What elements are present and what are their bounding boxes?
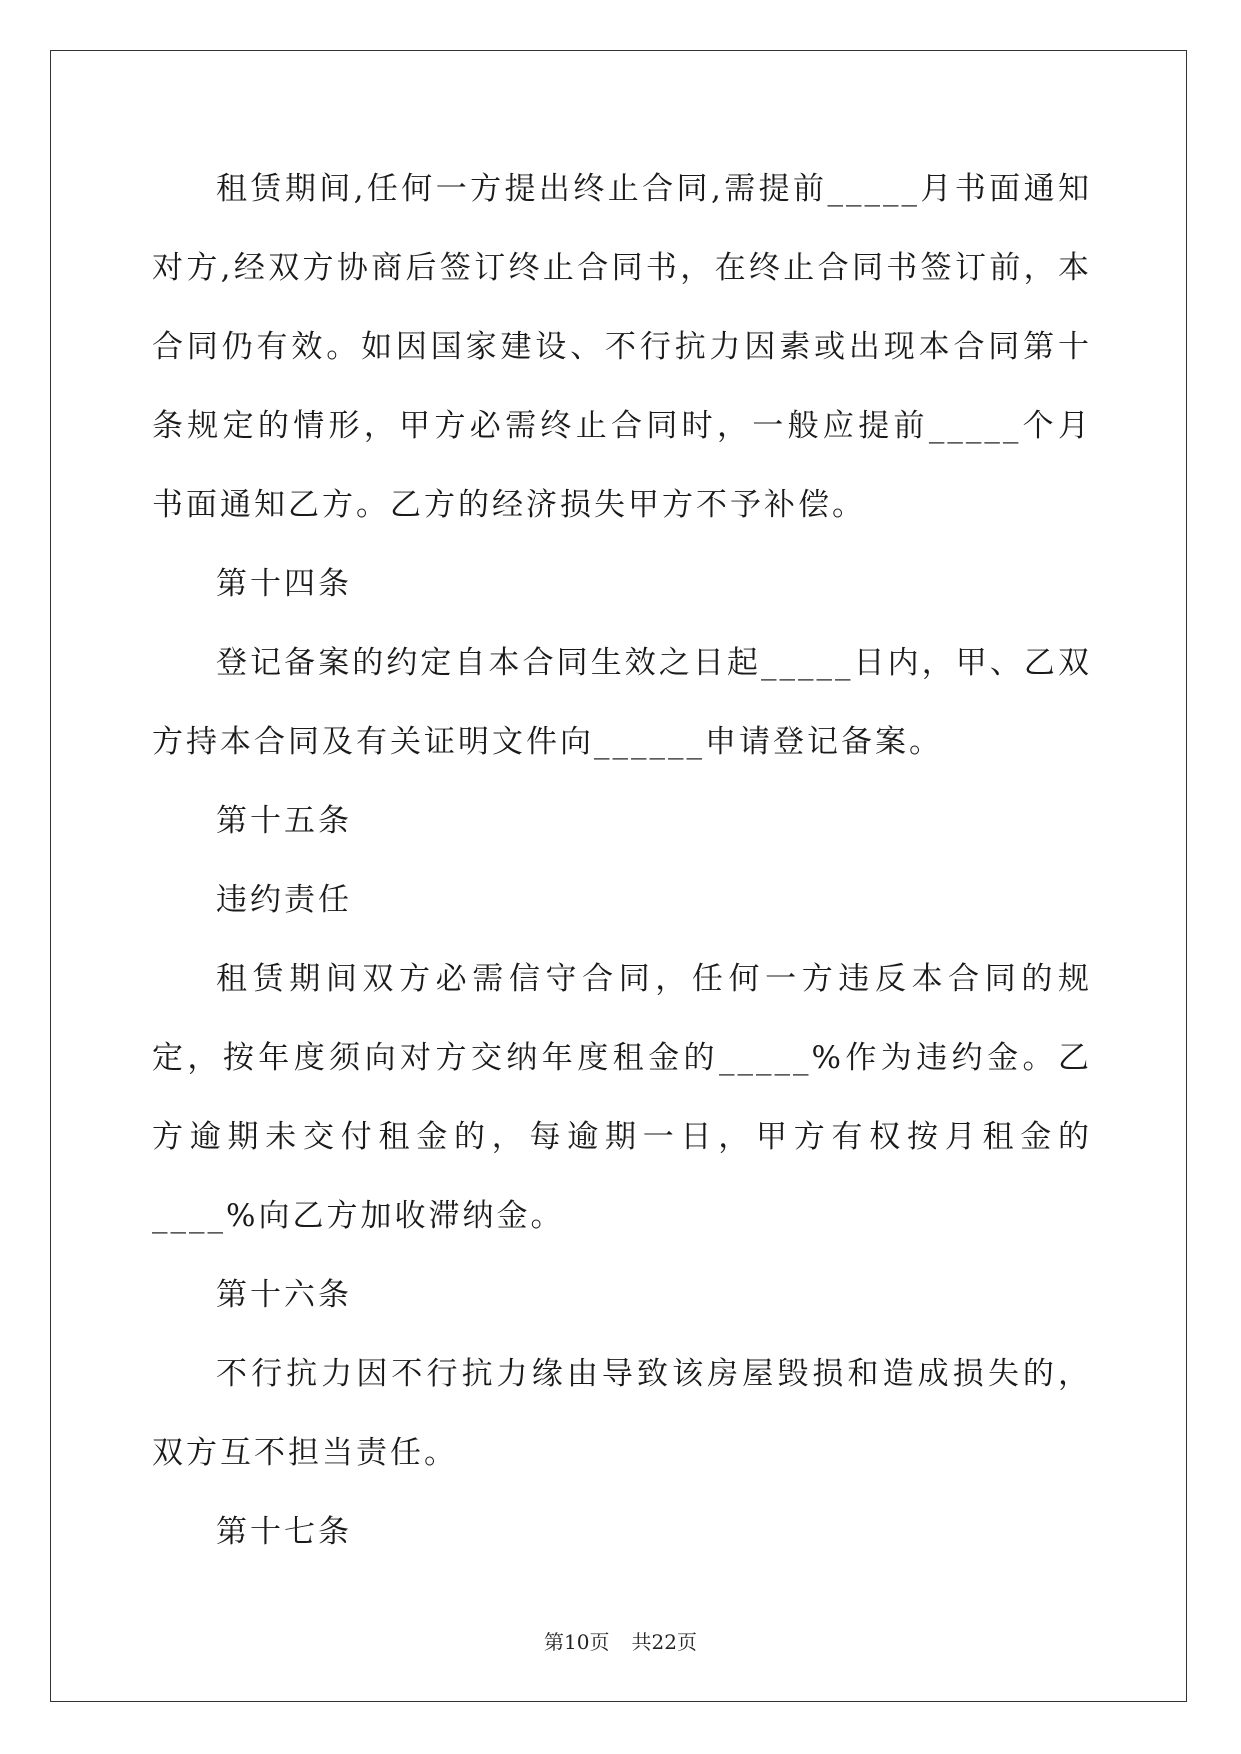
page-number: 第10页 [544,1630,610,1654]
document-body [152,150,1092,1572]
article-14-heading: 第十四条 [216,566,352,602]
page-footer [0,1626,1241,1655]
article-17-heading: 第十七条 [216,1514,352,1550]
paragraph-liability: 租赁期间双方必需信守合同，任何一方违反本合同的规定，按年度须向对方交纳年度租金的_____%作为违约金。乙方逾期未交付租金的，每逾期一日，甲方有权按月租金的____%向乙方加收滞纳金。 [152,961,1092,1234]
article-15-heading: 第十五条 [216,803,352,839]
article-16-heading: 第十六条 [216,1277,352,1313]
section-title-liability: 违约责任 [216,882,352,918]
page-total: 共22页 [631,1630,697,1654]
paragraph-registration: 登记备案的约定自本合同生效之日起_____日内，甲、乙双方持本合同及有关证明文件向______申请登记备案。 [152,645,1092,760]
paragraph-termination: 租赁期间,任何一方提出终止合同,需提前_____月书面通知对方,经双方协商后签订终止合同书，在终止合同书签订前，本合同仍有效。如因国家建设、不行抗力因素或出现本合同第十条规定的情形，甲方必需终止合同时，一般应提前_____个月书面通知乙方。乙方的经济损失甲方不予补偿。 [152,171,1092,523]
paragraph-force-majeure: 不行抗力因不行抗力缘由导致该房屋毁损和造成损失的，双方互不担当责任。 [152,1356,1092,1471]
